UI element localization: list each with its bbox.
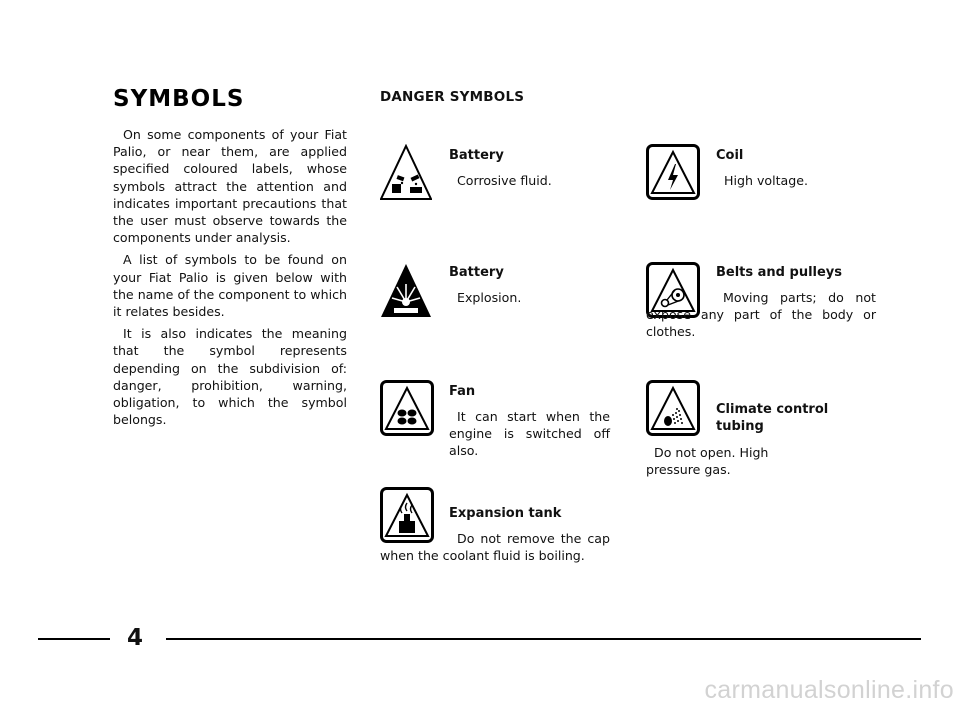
corrosive-fluid-warning-icon xyxy=(380,144,432,200)
page-number: 4 xyxy=(127,625,144,651)
fan-warning-icon xyxy=(380,380,434,436)
symbol-description: High voltage. xyxy=(724,173,809,188)
symbol-name: Battery xyxy=(449,148,504,163)
footer-rule-right xyxy=(166,638,921,640)
intro-paragraph: It is also indicates the meaning that the symbol represents depending on the subdivision of: danger, prohibition, warning, obligation, to which the symbol belongs. xyxy=(113,326,347,428)
symbol-name: Belts and pulleys xyxy=(716,265,843,280)
symbol-description: It can start when the engine is switched off also. xyxy=(449,409,610,458)
symbol-name: Battery xyxy=(449,265,504,280)
symbol-name: Coil xyxy=(716,148,744,163)
symbol-description: Moving parts; do not expose any part of the body or clothes. xyxy=(646,290,876,339)
watermark: carmanualsonline.info xyxy=(704,676,954,704)
symbol-description: Corrosive fluid. xyxy=(457,173,552,188)
symbol-description: Explosion. xyxy=(457,290,522,305)
symbol-name: Climate control tubing xyxy=(716,402,829,434)
symbol-description: Do not open. High pressure gas. xyxy=(646,445,769,477)
high-voltage-warning-icon xyxy=(646,144,700,200)
symbol-name: Fan xyxy=(449,384,476,399)
section-title: DANGER SYMBOLS xyxy=(380,89,525,105)
symbol-name: Expansion tank xyxy=(449,506,562,521)
page-title: SYMBOLS xyxy=(113,86,245,112)
intro-paragraph: A list of symbols to be found on your Fiat Palio is given below with the name of the component to which it relates besides. xyxy=(113,252,347,320)
explosion-warning-icon xyxy=(380,262,432,318)
symbol-description: Do not remove the cap when the coolant fluid is boiling. xyxy=(380,531,610,563)
pressurized-gas-warning-icon xyxy=(646,380,700,436)
intro-paragraph: On some components of your Fiat Palio, or near them, are applied specified coloured labels, whose symbols attract the attention and indicates important precautions that the user must observe towards the components under analysis. xyxy=(113,127,347,246)
intro-text xyxy=(113,126,347,433)
footer-rule-left xyxy=(38,638,110,640)
